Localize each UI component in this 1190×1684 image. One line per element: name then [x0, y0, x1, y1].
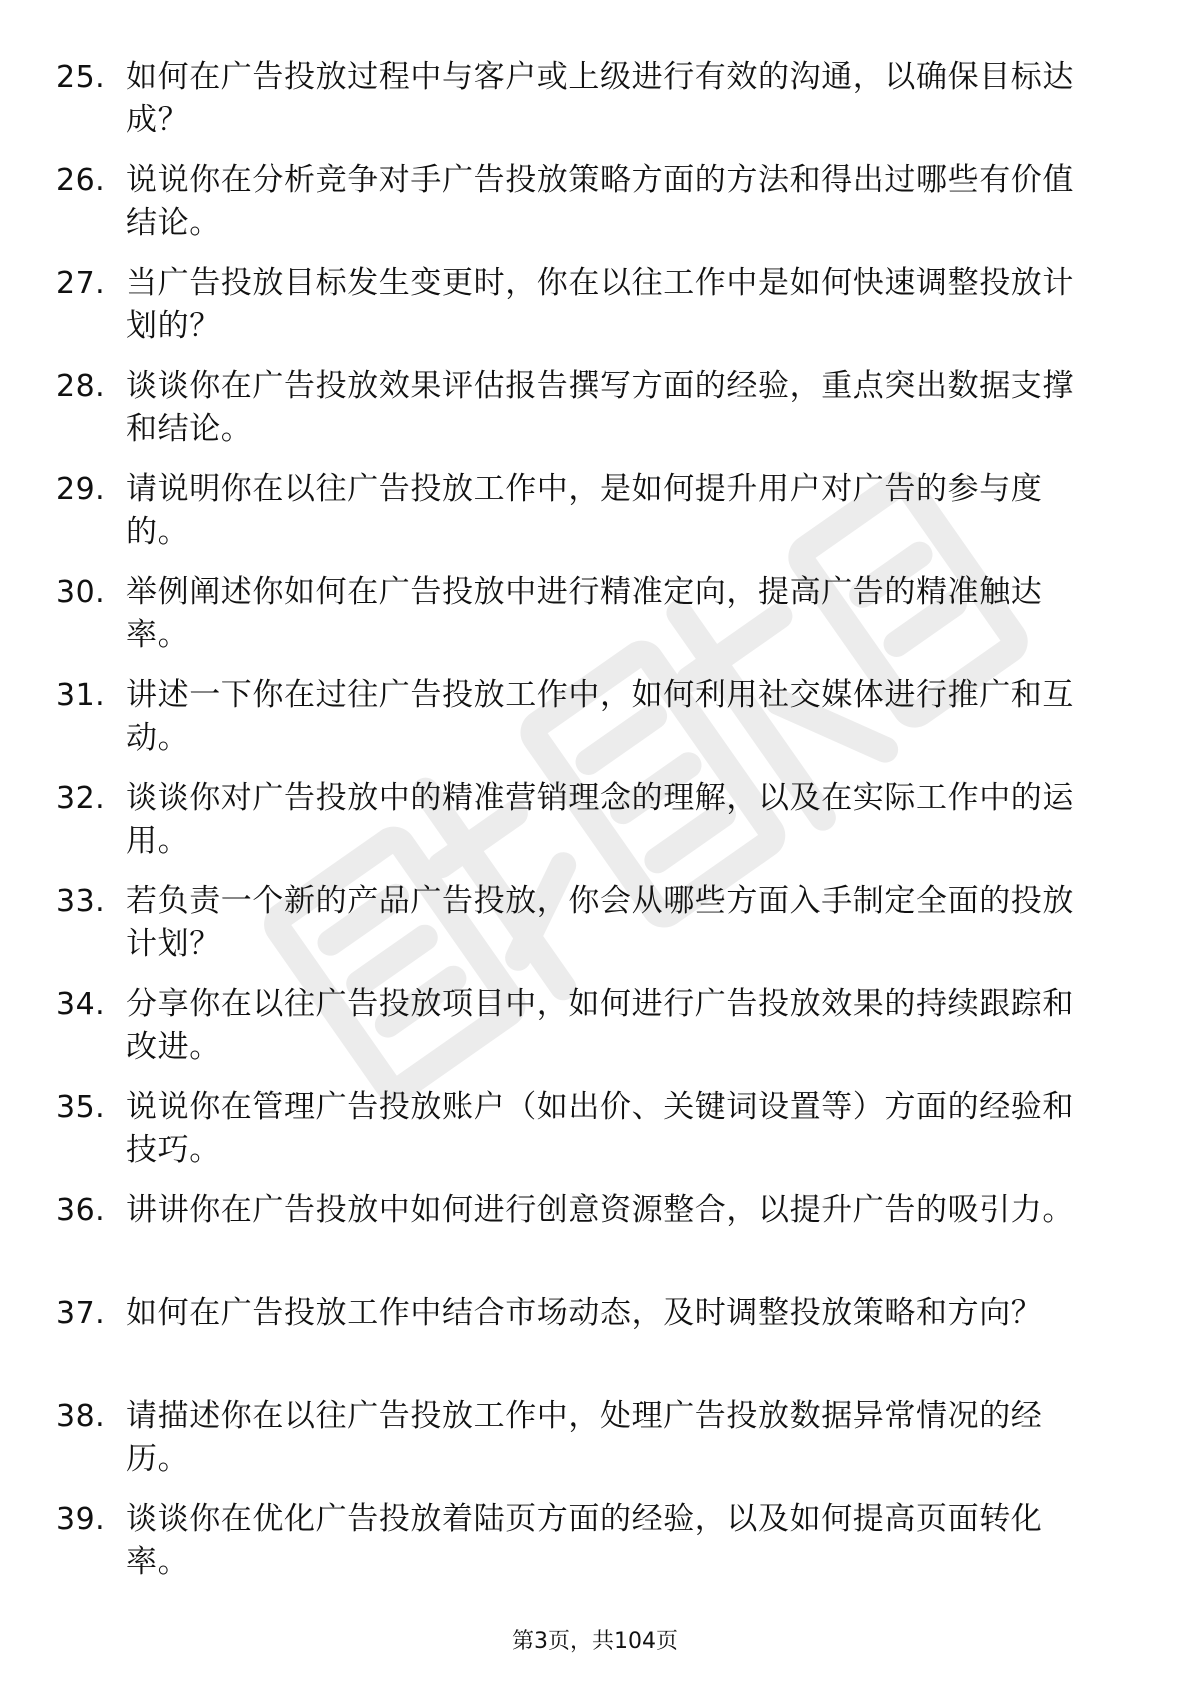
question-number: 34.: [56, 987, 106, 1022]
question-text: 谈谈你对广告投放中的精准营销理念的理解，以及在实际工作中的运用。: [126, 780, 1074, 859]
question-number: 27.: [56, 266, 106, 301]
question-text: 谈谈你在广告投放效果评估报告撰写方面的经验，重点突出数据支撑和结论。: [126, 368, 1074, 447]
question-number: 29.: [56, 472, 106, 507]
question-number: 25.: [56, 60, 106, 95]
question-text: 谈谈你在优化广告投放着陆页方面的经验，以及如何提高页面转化率。: [126, 1501, 1043, 1580]
question-number: 31.: [56, 678, 106, 713]
question-item: [0, 50, 1190, 153]
question-text: 讲讲你在广告投放中如何进行创意资源整合，以提升广告的吸引力。: [126, 1192, 1074, 1228]
question-text: 请描述你在以往广告投放工作中，处理广告投放数据异常情况的经历。: [126, 1398, 1043, 1477]
question-item: [0, 977, 1190, 1080]
page-footer: 第3页，共104页: [512, 1629, 678, 1654]
question-item: [0, 1286, 1190, 1389]
question-number: 39.: [56, 1502, 106, 1537]
question-item: [0, 565, 1190, 668]
question-item: [0, 359, 1190, 462]
question-item: [0, 668, 1190, 771]
question-item: [0, 1183, 1190, 1286]
question-text: 分享你在以往广告投放项目中，如何进行广告投放效果的持续跟踪和改进。: [126, 986, 1074, 1065]
question-item: [0, 1492, 1190, 1595]
question-item: [0, 153, 1190, 256]
question-number: 35.: [56, 1090, 106, 1125]
question-text: 说说你在分析竞争对手广告投放策略方面的方法和得出过哪些有价值结论。: [126, 162, 1074, 241]
question-item: [0, 1080, 1190, 1183]
question-number: 30.: [56, 575, 106, 610]
question-text: 如何在广告投放过程中与客户或上级进行有效的沟通，以确保目标达成？: [126, 59, 1074, 138]
question-text: 若负责一个新的产品广告投放，你会从哪些方面入手制定全面的投放计划？: [126, 883, 1074, 962]
question-text: 举例阐述你如何在广告投放中进行精准定向，提高广告的精准触达率。: [126, 574, 1043, 653]
question-number: 28.: [56, 369, 106, 404]
question-text: 当广告投放目标发生变更时，你在以往工作中是如何快速调整投放计划的？: [126, 265, 1074, 344]
question-text: 请说明你在以往广告投放工作中，是如何提升用户对广告的参与度的。: [126, 471, 1043, 550]
question-item: [0, 1389, 1190, 1492]
question-item: [0, 771, 1190, 874]
question-text: 如何在广告投放工作中结合市场动态，及时调整投放策略和方向？: [126, 1295, 1043, 1331]
question-item: [0, 256, 1190, 359]
question-item: [0, 874, 1190, 977]
question-number: 36.: [56, 1193, 106, 1228]
question-text: 讲述一下你在过往广告投放工作中，如何利用社交媒体进行推广和互动。: [126, 677, 1074, 756]
question-number: 37.: [56, 1296, 106, 1331]
question-number: 38.: [56, 1399, 106, 1434]
question-number: 26.: [56, 163, 106, 198]
question-number: 33.: [56, 884, 106, 919]
question-item: [0, 462, 1190, 565]
question-number: 32.: [56, 781, 106, 816]
question-text: 说说你在管理广告投放账户（如出价、关键词设置等）方面的经验和技巧。: [126, 1089, 1074, 1168]
question-list: [0, 50, 1190, 1595]
